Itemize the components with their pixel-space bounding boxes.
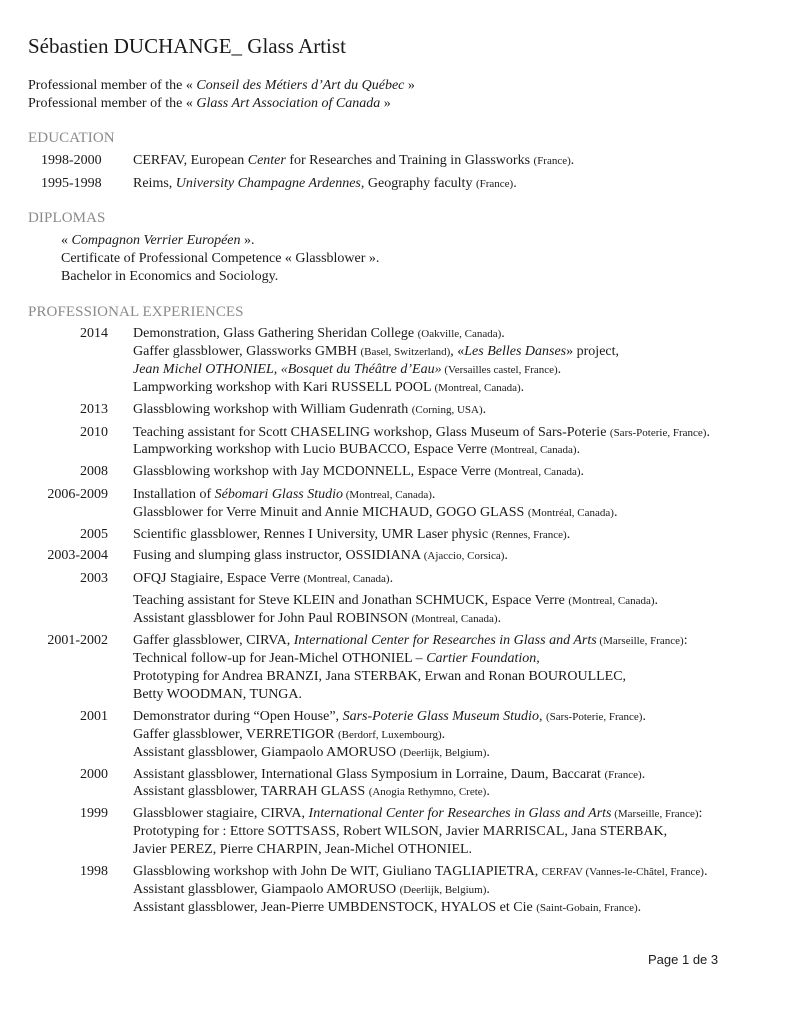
experience-year: 2000	[80, 767, 108, 782]
experience-year: 2001	[80, 709, 108, 724]
section-heading-diplomas: DIPLOMAS	[28, 210, 106, 226]
experience-line: Lampworking workshop with Kari RUSSELL POOL (Montreal, Canada).	[133, 380, 525, 395]
page-title: Sébastien DUCHANGE_ Glass Artist	[28, 34, 346, 58]
experience-line: Installation of Sébomari Glass Studio (Montreal, Canada).	[133, 487, 436, 502]
experience-year: 2014	[80, 326, 108, 341]
membership-line: Professional member of the « Glass Art Association of Canada »	[28, 96, 391, 111]
experience-line: Demonstrator during “Open House”, Sars-Poterie Glass Museum Studio, (Sars-Poterie, France).	[133, 709, 646, 724]
experience-line: Assistant glassblower, International Glass Symposium in Lorraine, Daum, Baccarat (France).	[133, 767, 646, 782]
experience-year: 1999	[80, 806, 108, 821]
experience-line: Demonstration, Glass Gathering Sheridan College (Oakville, Canada).	[133, 326, 505, 341]
experience-year: 2005	[80, 527, 108, 542]
experience-line: Assistant glassblower, Giampaolo AMORUSO (Deerlijk, Belgium).	[133, 882, 490, 897]
membership-line: Professional member of the « Conseil des Métiers d’Art du Québec »	[28, 78, 415, 93]
education-entry: CERFAV, European Center for Researches and Training in Glassworks (France).	[133, 153, 575, 168]
experience-line: OFQJ Stagiaire, Espace Verre (Montreal, Canada).	[133, 571, 394, 586]
experience-line: Javier PEREZ, Pierre CHARPIN, Jean-Michel OTHONIEL.	[133, 842, 473, 857]
education-years: 1998-2000	[41, 153, 102, 168]
experience-year: 2008	[80, 464, 108, 479]
diploma-entry: Certificate of Professional Competence « Glassblower ».	[61, 251, 380, 266]
experience-line: Teaching assistant for Steve KLEIN and Jonathan SCHMUCK, Espace Verre (Montreal, Canada).	[133, 593, 659, 608]
experience-line: Gaffer glassblower, VERRETIGOR (Berdorf, Luxembourg).	[133, 727, 446, 742]
experience-line: Glassblower for Verre Minuit and Annie MICHAUD, GOGO GLASS (Montréal, Canada).	[133, 505, 618, 520]
education-years: 1995-1998	[41, 176, 102, 191]
experience-line: Assistant glassblower, Giampaolo AMORUSO (Deerlijk, Belgium).	[133, 745, 490, 760]
experience-year: 2010	[80, 425, 108, 440]
experience-year: 2013	[80, 402, 108, 417]
experience-line: Jean Michel OTHONIEL, «Bosquet du Théâtre d’Eau» (Versailles castel, France).	[133, 362, 562, 377]
diploma-entry: Bachelor in Economics and Sociology.	[61, 269, 279, 284]
experience-line: Lampworking workshop with Lucio BUBACCO, Espace Verre (Montreal, Canada).	[133, 442, 581, 457]
experience-line: Prototyping for Andrea BRANZI, Jana STERBAK, Erwan and Ronan BOUROULLEC,	[133, 669, 627, 684]
experience-line: Fusing and slumping glass instructor, OSSIDIANA (Ajaccio, Corsica).	[133, 548, 508, 563]
experience-line: Glassblowing workshop with Jay MCDONNELL, Espace Verre (Montreal, Canada).	[133, 464, 584, 479]
experience-line: Technical follow-up for Jean-Michel OTHONIEL – Cartier Foundation,	[133, 651, 540, 666]
experience-year: 2003-2004	[47, 548, 108, 563]
experience-line: Assistant glassblower, TARRAH GLASS (Anogia Rethymno, Crete).	[133, 784, 490, 799]
education-entry: Reims, University Champagne Ardennes, Geography faculty (France).	[133, 176, 517, 191]
experience-year: 2006-2009	[47, 487, 108, 502]
section-heading-education: EDUCATION	[28, 130, 115, 146]
experience-line: Teaching assistant for Scott CHASELING workshop, Glass Museum of Sars-Poterie (Sars-Poterie, France).	[133, 425, 710, 440]
experience-year: 2001-2002	[47, 633, 108, 648]
experience-line: Betty WOODMAN, TUNGA.	[133, 687, 303, 702]
experience-line: Prototyping for : Ettore SOTTSASS, Robert WILSON, Javier MARRISCAL, Jana STERBAK,	[133, 824, 668, 839]
experience-line: Assistant glassblower for John Paul ROBINSON (Montreal, Canada).	[133, 611, 502, 626]
experience-line: Gaffer glassblower, Glassworks GMBH (Basel, Switzerland), «Les Belles Danses» project,	[133, 344, 620, 359]
experience-line: Glassblowing workshop with William Gudenrath (Corning, USA).	[133, 402, 487, 417]
diploma-entry: « Compagnon Verrier Européen ».	[61, 233, 255, 248]
section-heading-experiences: PROFESSIONAL EXPERIENCES	[28, 304, 244, 320]
experience-line: Gaffer glassblower, CIRVA, International Center for Researches in Glass and Arts (Marseille, France):	[133, 633, 688, 648]
experience-year: 1998	[80, 864, 108, 879]
experience-year: 2003	[80, 571, 108, 586]
experience-line: Assistant glassblower, Jean-Pierre UMBDENSTOCK, HYALOS et Cie (Saint-Gobain, France).	[133, 900, 642, 915]
experience-line: Glassblowing workshop with John De WIT, Giuliano TAGLIAPIETRA, CERFAV (Vannes-le-Châtel, France).	[133, 864, 708, 879]
experience-line: Scientific glassblower, Rennes I University, UMR Laser physic (Rennes, France).	[133, 527, 571, 542]
experience-line: Glassblower stagiaire, CIRVA, International Center for Researches in Glass and Arts (Marseille, France):	[133, 806, 703, 821]
page-number: Page 1 de 3	[648, 952, 719, 967]
